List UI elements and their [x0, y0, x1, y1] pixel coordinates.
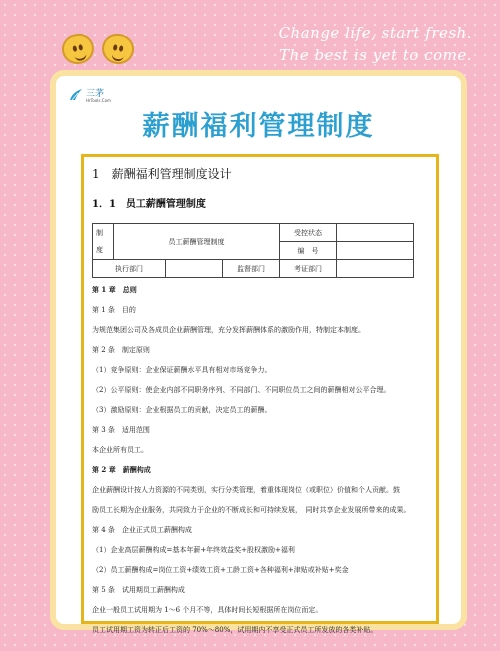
- body-paragraph: （3）激励原则：企业根据员工的贡献，决定员工的薪酬。: [92, 406, 272, 414]
- body-paragraph: 为规范集团公司及各成员企业薪酬管理，充分发挥薪酬体系的激励作用，特制定本制度。: [92, 326, 365, 334]
- document-page: [81, 154, 439, 634]
- form-supervise-label: 监督部门: [223, 260, 280, 278]
- decorative-slogan: [272, 22, 472, 66]
- body-paragraph: （2）公平原则：使企业内部不同职务序列、不同部门、不同职位员工之间的薪酬相对公平合理。: [92, 386, 391, 394]
- brand-sub: HrTools.Com: [86, 98, 111, 103]
- body-paragraph: 本企业所有员工。: [92, 446, 148, 454]
- form-number-value: [337, 242, 414, 260]
- smiley-icon: [59, 31, 97, 67]
- form-exec-label: 执行部门: [93, 260, 166, 278]
- body-paragraph: 第 4 条 企业正式员工薪酬构成: [92, 526, 192, 534]
- smiley-decoration: [58, 34, 148, 70]
- form-controlled-value: [337, 224, 414, 242]
- smiley-icon: [100, 31, 137, 66]
- form-cell: 制: [93, 224, 114, 242]
- form-number-label: 编 号: [280, 242, 337, 260]
- form-verify-label: 考证部门: [280, 260, 337, 278]
- form-cell: 度: [93, 242, 114, 260]
- body-paragraph: 第 1 条 目的: [92, 306, 136, 314]
- body-paragraph: 第 2 条 制定原则: [92, 346, 150, 354]
- body-paragraph: 第 2 章 薪酬构成: [92, 465, 151, 474]
- body-paragraph: 第 1 章 总则: [92, 285, 137, 294]
- body-paragraph: 第 5 条 试用期员工薪酬构成: [92, 586, 185, 594]
- slogan-line-2: The best is yet to come.: [279, 46, 472, 64]
- form-exec-value: [166, 260, 223, 278]
- document-card: [50, 70, 467, 634]
- body-paragraph: （2）员工薪酬构成=岗位工资+绩效工资+工龄工资+各种福利+津贴或补贴+奖金: [92, 566, 349, 574]
- body-paragraph: 企业一般员工试用期为 1～6 个月不等，具体时间长短根据所在岗位而定。: [92, 606, 323, 614]
- body-paragraph: 第 3 条 适用范围: [92, 426, 150, 434]
- form-controlled-label: 受控状态: [280, 224, 337, 242]
- brand-name: 三茅: [86, 89, 105, 99]
- body-paragraph: 励员工长期为企业服务，共同致力于企业的不断成长和可持续发展， 同时共享企业发展所带来的成果。: [92, 506, 411, 514]
- policy-form-table: [92, 223, 414, 278]
- form-policy-name: 员工薪酬管理制度: [114, 224, 280, 260]
- form-verify-value: [337, 260, 414, 278]
- body-paragraph: 员工试用期工资为转正后工资的 70%～80%，试用期内不享受正式员工所发放的各类补贴。: [92, 626, 378, 634]
- subsection-heading: 1．1 员工薪酬管理制度: [92, 199, 206, 210]
- section-heading: 1 薪酬福利管理制度设计: [92, 167, 232, 181]
- body-paragraph: （1）竞争原则：企业保证薪酬水平具有相对市场竞争力。: [92, 366, 272, 374]
- brand-logo: [68, 86, 128, 106]
- body-paragraph: （1）企业高层薪酬构成=基本年薪+年终效益奖+股权激励+福利: [92, 546, 295, 554]
- body-paragraph: 企业薪酬设计按人力资源的不同类别，实行分类管理，着重体现岗位（或职位）价值和个人贡献。鼓: [92, 486, 400, 494]
- slogan-line-1: Change life, start fresh.: [278, 24, 472, 42]
- page-title: 薪酬福利管理制度: [142, 111, 375, 142]
- feather-icon: [68, 88, 84, 102]
